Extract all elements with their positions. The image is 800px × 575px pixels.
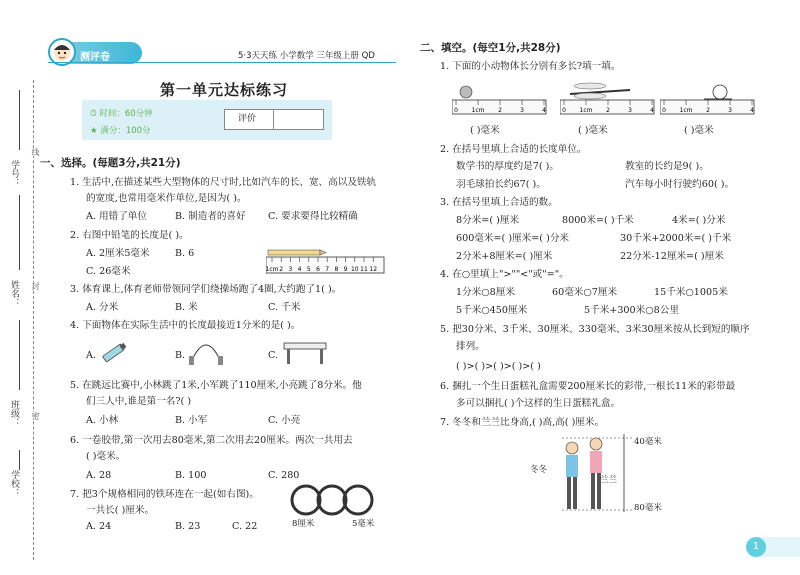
q3-text: 3. 体育课上,体育老师带领同学们绕操场跑了4圈,大约跑了1( )。 — [70, 284, 342, 295]
s2-q7-label-80: 80毫米 — [634, 503, 662, 513]
ruler-tick-label: 2 — [279, 266, 284, 273]
height-comparison-figure — [552, 430, 642, 516]
ruler-tick-label: 2 — [498, 107, 502, 114]
s2-q2-c: 羽毛球拍长约67( )。 — [456, 179, 546, 190]
glue-stick-icon — [98, 340, 130, 364]
dragonfly-ruler-figure — [560, 80, 656, 116]
s2-q1-blank1: ( )毫米 — [470, 125, 500, 136]
ruler-tick-label: 6 — [316, 266, 320, 273]
s2-q3-r1b: 8000米=( )千米 — [562, 215, 634, 226]
page-number: 1 — [746, 537, 766, 557]
q7-label-5mm: 5毫米 — [352, 519, 375, 529]
student-id-line — [19, 90, 20, 150]
s2-q4-row2a — [456, 306, 527, 316]
q5-option-a: A. 小林 — [86, 415, 119, 426]
ruler-tick-label: 9 — [343, 266, 348, 273]
s2-q4-row1 — [456, 288, 515, 298]
binding-mark-feng: 封 — [31, 282, 40, 290]
beetle-icon — [460, 86, 472, 98]
s2-q3-r3b: 22分米-12厘米=( )厘米 — [620, 251, 724, 262]
ruler-tick-label: 3 — [728, 107, 732, 114]
s2-q4-text: 4. 在○里填上">""<"或"="。 — [440, 269, 569, 280]
snail-ruler-figure — [660, 80, 756, 116]
q5-line2: 们三人中,谁是第一名?( ) — [86, 396, 192, 407]
q4-option-b: B. — [175, 350, 186, 361]
s2-q3-r1c: 4米=( )分米 — [672, 215, 726, 226]
binding-mark-xian: 线 — [31, 148, 40, 156]
s2-q7-lanlan: 兰兰 — [600, 475, 618, 485]
s2-q4-r2a: 5千米 — [456, 305, 482, 316]
q1-option-b: B. 制造者的喜好 — [175, 211, 246, 222]
q3-option-b: B. 米 — [175, 302, 198, 313]
ruler-tick-label: 0 — [562, 107, 566, 114]
ruler-tick-label: 8 — [334, 266, 339, 273]
ruler-tick-label: 10 — [350, 266, 359, 273]
s2-q7-label-40: 40毫米 — [634, 437, 662, 447]
ruler-tick-label: 11 — [360, 266, 368, 273]
ruler-tick-label: 1cm — [679, 107, 693, 114]
ruler-tick-label: 4 — [542, 107, 546, 114]
time-text: 时间：60分钟 — [99, 109, 153, 119]
lanlan-figure — [590, 438, 602, 509]
header-rule — [48, 62, 396, 63]
evaluation-label: 评价 — [238, 114, 257, 124]
ruler-tick-label: 4 — [750, 107, 754, 114]
school-line — [19, 450, 20, 470]
ruler-tick-label: 1cm — [471, 107, 485, 114]
q4-text: 4. 下面物体在实际生活中的长度最接近1分米的是( )。 — [70, 320, 301, 331]
s2-q4-r1a2: 8厘米 — [489, 287, 515, 298]
score-info: ★ 满分：100分 — [90, 126, 151, 136]
pencil-icon — [268, 250, 320, 255]
ruler-tick-label: 7 — [325, 266, 330, 273]
s2-q5-line2: 排列。 — [456, 341, 485, 352]
name-label: 姓名： — [9, 280, 19, 307]
name-line — [19, 195, 20, 270]
s2-q3-r1a: 8分米=( )厘米 — [456, 215, 520, 226]
s2-q1-text: 1. 下面的小动物体长分别有多长?填一填。 — [440, 61, 621, 72]
q7-label-8cm: 8厘米 — [292, 519, 315, 529]
q4-option-c: C. — [268, 350, 279, 361]
ruler-tick-label: 1cm — [579, 107, 593, 114]
q2-text: 2. 右图中铅笔的长度是( )。 — [70, 230, 189, 241]
q5-line1: 5. 在跳远比赛中,小林跳了1米,小军跳了110厘米,小亮跳了8分米。他 — [70, 380, 362, 391]
school-label: 学校： — [9, 470, 19, 497]
s2-q1-blank3: ( )毫米 — [684, 125, 714, 136]
section1-title: 一、选择。(每题3分,共21分) — [40, 157, 181, 169]
s2-q4-row1b — [552, 288, 617, 298]
q7-line1: 7. 把3个规格相同的铁环连在一起(如右图)。 — [70, 489, 259, 500]
dongdong-figure — [566, 442, 578, 509]
q6-line1: 6. 一卷胶带,第一次用去80毫米,第二次用去20厘米。两次一共用去 — [70, 435, 353, 446]
beetle-ruler-figure — [452, 80, 548, 116]
class-line — [19, 320, 20, 390]
s2-q4-r2b: 5千米+300米 — [584, 305, 646, 316]
ruler-tick-label: 2 — [606, 107, 610, 114]
compare-circle[interactable]: ○ — [583, 287, 592, 298]
s2-q7-text: 7. 冬冬和兰兰比身高,( )高,高( )厘米。 — [440, 417, 605, 428]
s2-q2-d: 汽车每小时行驶约60( )。 — [625, 179, 735, 190]
compare-circle[interactable]: ○ — [645, 305, 654, 316]
q3-option-a: A. 分米 — [86, 302, 119, 313]
s2-q3-r2b: 30千米+2000米=( )千米 — [620, 233, 732, 244]
q6-option-b: B. 100 — [175, 470, 207, 481]
ruler-tick-label: 0 — [662, 107, 666, 114]
ruler-tick-label: 5 — [306, 266, 311, 273]
compare-circle[interactable]: ○ — [481, 305, 490, 316]
q4-option-a: A. — [86, 350, 96, 361]
s2-q5-blanks: ( )>( )>( )>( )>( ) — [456, 361, 541, 372]
ruler-tick-label: 3 — [520, 107, 524, 114]
s2-q2-b: 教室的长约是9( )。 — [625, 161, 709, 172]
s2-q2-text: 2. 在括号里填上合适的长度单位。 — [440, 144, 587, 155]
q7-option-c: C. 22 — [232, 521, 258, 532]
q1-option-c: C. 要求要得比较精确 — [268, 211, 358, 222]
q3-option-c: C. 千米 — [268, 302, 301, 313]
snail-icon — [713, 85, 727, 99]
badge-label: 测评卷 — [80, 52, 110, 63]
s2-q7-dongdong: 冬冬 — [530, 465, 548, 475]
q7-option-a: A. 24 — [86, 521, 112, 532]
s2-q4-row1c — [654, 288, 728, 298]
table-icon — [282, 340, 328, 366]
s2-q6-line2: 多可以捆扎( )个这样的生日蛋糕礼盒。 — [456, 398, 621, 409]
q6-option-a: A. 28 — [86, 470, 112, 481]
q7-option-b: B. 23 — [175, 521, 201, 532]
ruler-tick-label: 0 — [454, 107, 458, 114]
pencil-ruler-figure — [266, 246, 388, 276]
class-label: 班级： — [9, 400, 19, 427]
jump-rope-icon — [186, 338, 226, 366]
s2-q2-a: 数学书的厚度约是7( )。 — [456, 161, 559, 172]
series-header: 5·3天天练 小学数学 三年级上册 QD — [238, 51, 375, 61]
ruler-tick-label: 3 — [628, 107, 632, 114]
ruler-tick-label: 1cm — [266, 266, 279, 273]
student-id-label: 学号： — [9, 160, 19, 187]
ruler-tick-label: 12 — [369, 266, 378, 273]
q1-line2: 的宽度,也常用毫米作单位,是因为( )。 — [86, 193, 247, 204]
time-info: ⏱ 时间：60分钟 — [90, 109, 153, 119]
q1-option-a: A. 用错了单位 — [86, 211, 147, 222]
q2-option-b: B. 6 — [175, 248, 195, 259]
s2-q4-r1b: 60毫米 — [552, 287, 584, 298]
q6-option-c: C. 280 — [268, 470, 300, 481]
s2-q5-line1: 5. 把30分米、3千米、30厘米、330毫米、3米30厘米按从长到短的顺序 — [440, 324, 750, 335]
compare-circle[interactable]: ○ — [685, 287, 694, 298]
q7-line2: 一共长( )厘米。 — [86, 505, 155, 516]
s2-q6-line1: 6. 捆扎一个生日蛋糕礼盒需要200厘米长的彩带,一根长11米的彩带最 — [440, 381, 736, 392]
ruler-tick-label: 2 — [706, 107, 710, 114]
ruler-tick-label: 4 — [650, 107, 654, 114]
ruler-tick-label: 3 — [288, 266, 293, 273]
s2-q4-row2b — [584, 306, 679, 316]
s2-q4-r1b2: 7厘米 — [591, 287, 618, 298]
ruler-tick-label: 4 — [297, 266, 302, 273]
q6-line2: ( )毫米。 — [86, 451, 126, 462]
s2-q3-r2a: 600毫米=( )厘米=( )分米 — [456, 233, 570, 244]
s2-q4-r1a: 1分米 — [456, 287, 482, 298]
s2-q1-blank2: ( )毫米 — [578, 125, 608, 136]
s2-q4-r1c2: 1005米 — [693, 287, 728, 298]
iron-rings-figure — [286, 483, 386, 517]
s2-q4-r2a2: 450厘米 — [489, 305, 528, 316]
s2-q3-text: 3. 在括号里填上合适的数。 — [440, 197, 558, 208]
page-title: 第一单元达标练习 — [160, 81, 289, 99]
compare-circle[interactable]: ○ — [481, 287, 490, 298]
q1-line1: 1. 生活中,在描述某些大型物体的尺寸时,比如汽车的长、宽、高以及铁轨 — [70, 177, 377, 188]
q5-option-c: C. 小亮 — [268, 415, 301, 426]
s2-q3-r3a: 2分米+8厘米=( )厘米 — [456, 251, 553, 262]
section2-title: 二、填空。(每空1分,共28分) — [420, 42, 561, 54]
s2-q4-r2b2: 8公里 — [653, 305, 679, 316]
binding-mark-mi: 密 — [31, 412, 40, 420]
score-text: 满分：100分 — [100, 126, 151, 136]
q2-option-c: C. 26毫米 — [86, 266, 131, 277]
s2-q4-r1c: 15千米 — [654, 287, 686, 298]
q2-option-a: A. 2厘米5毫米 — [86, 248, 150, 259]
q5-option-b: B. 小军 — [175, 415, 208, 426]
dragonfly-icon — [574, 83, 606, 89]
